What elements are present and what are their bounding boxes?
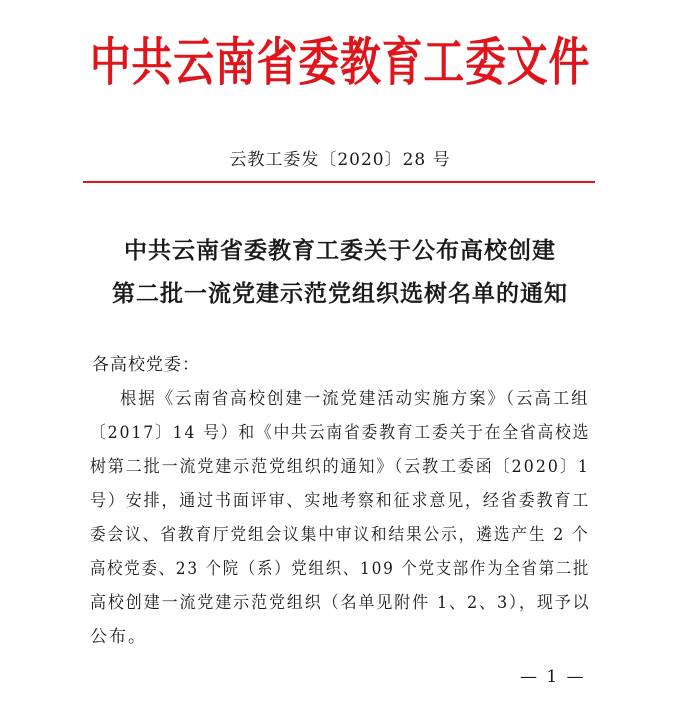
notice-title [0, 230, 680, 316]
notice-title-line-1: 中共云南省委教育工委关于公布高校创建 [124, 238, 556, 264]
body-line: 〔2017〕14 号）和《中共云南省委教育工委关于在全省高校选 [90, 423, 591, 443]
body-line: 号）安排，通过书面评审、实地考察和征求意见，经省委教育工 [90, 491, 591, 511]
salutation: 各高校党委： [92, 355, 200, 375]
document-number: 云教工委发〔2020〕28 号 [229, 150, 451, 170]
body-line: 委会议、省教育厅党组会议集中审议和结果公示，遴选产生 2 个 [90, 525, 590, 545]
red-divider-line [83, 181, 595, 183]
body-line: 高校党委、23 个院（系）党组织、109 个党支部作为全省第二批 [90, 559, 591, 579]
body-line: 树第二批一流党建示范党组织的通知》（云教工委函〔2020〕1 [90, 457, 590, 477]
body-line: 公布。 [90, 627, 147, 647]
body-line: 高校创建一流党建示范党组织（名单见附件 1、2、3），现予以 [90, 593, 591, 613]
body-line: 根据《云南省高校创建一流党建活动实施方案》（云高工组 [120, 389, 590, 409]
page-number: — 1 — [520, 667, 586, 687]
document-header-title: 中共云南省委教育工委文件 [89, 32, 591, 93]
notice-title-line-2: 第二批一流党建示范党组织选树名单的通知 [112, 281, 568, 307]
